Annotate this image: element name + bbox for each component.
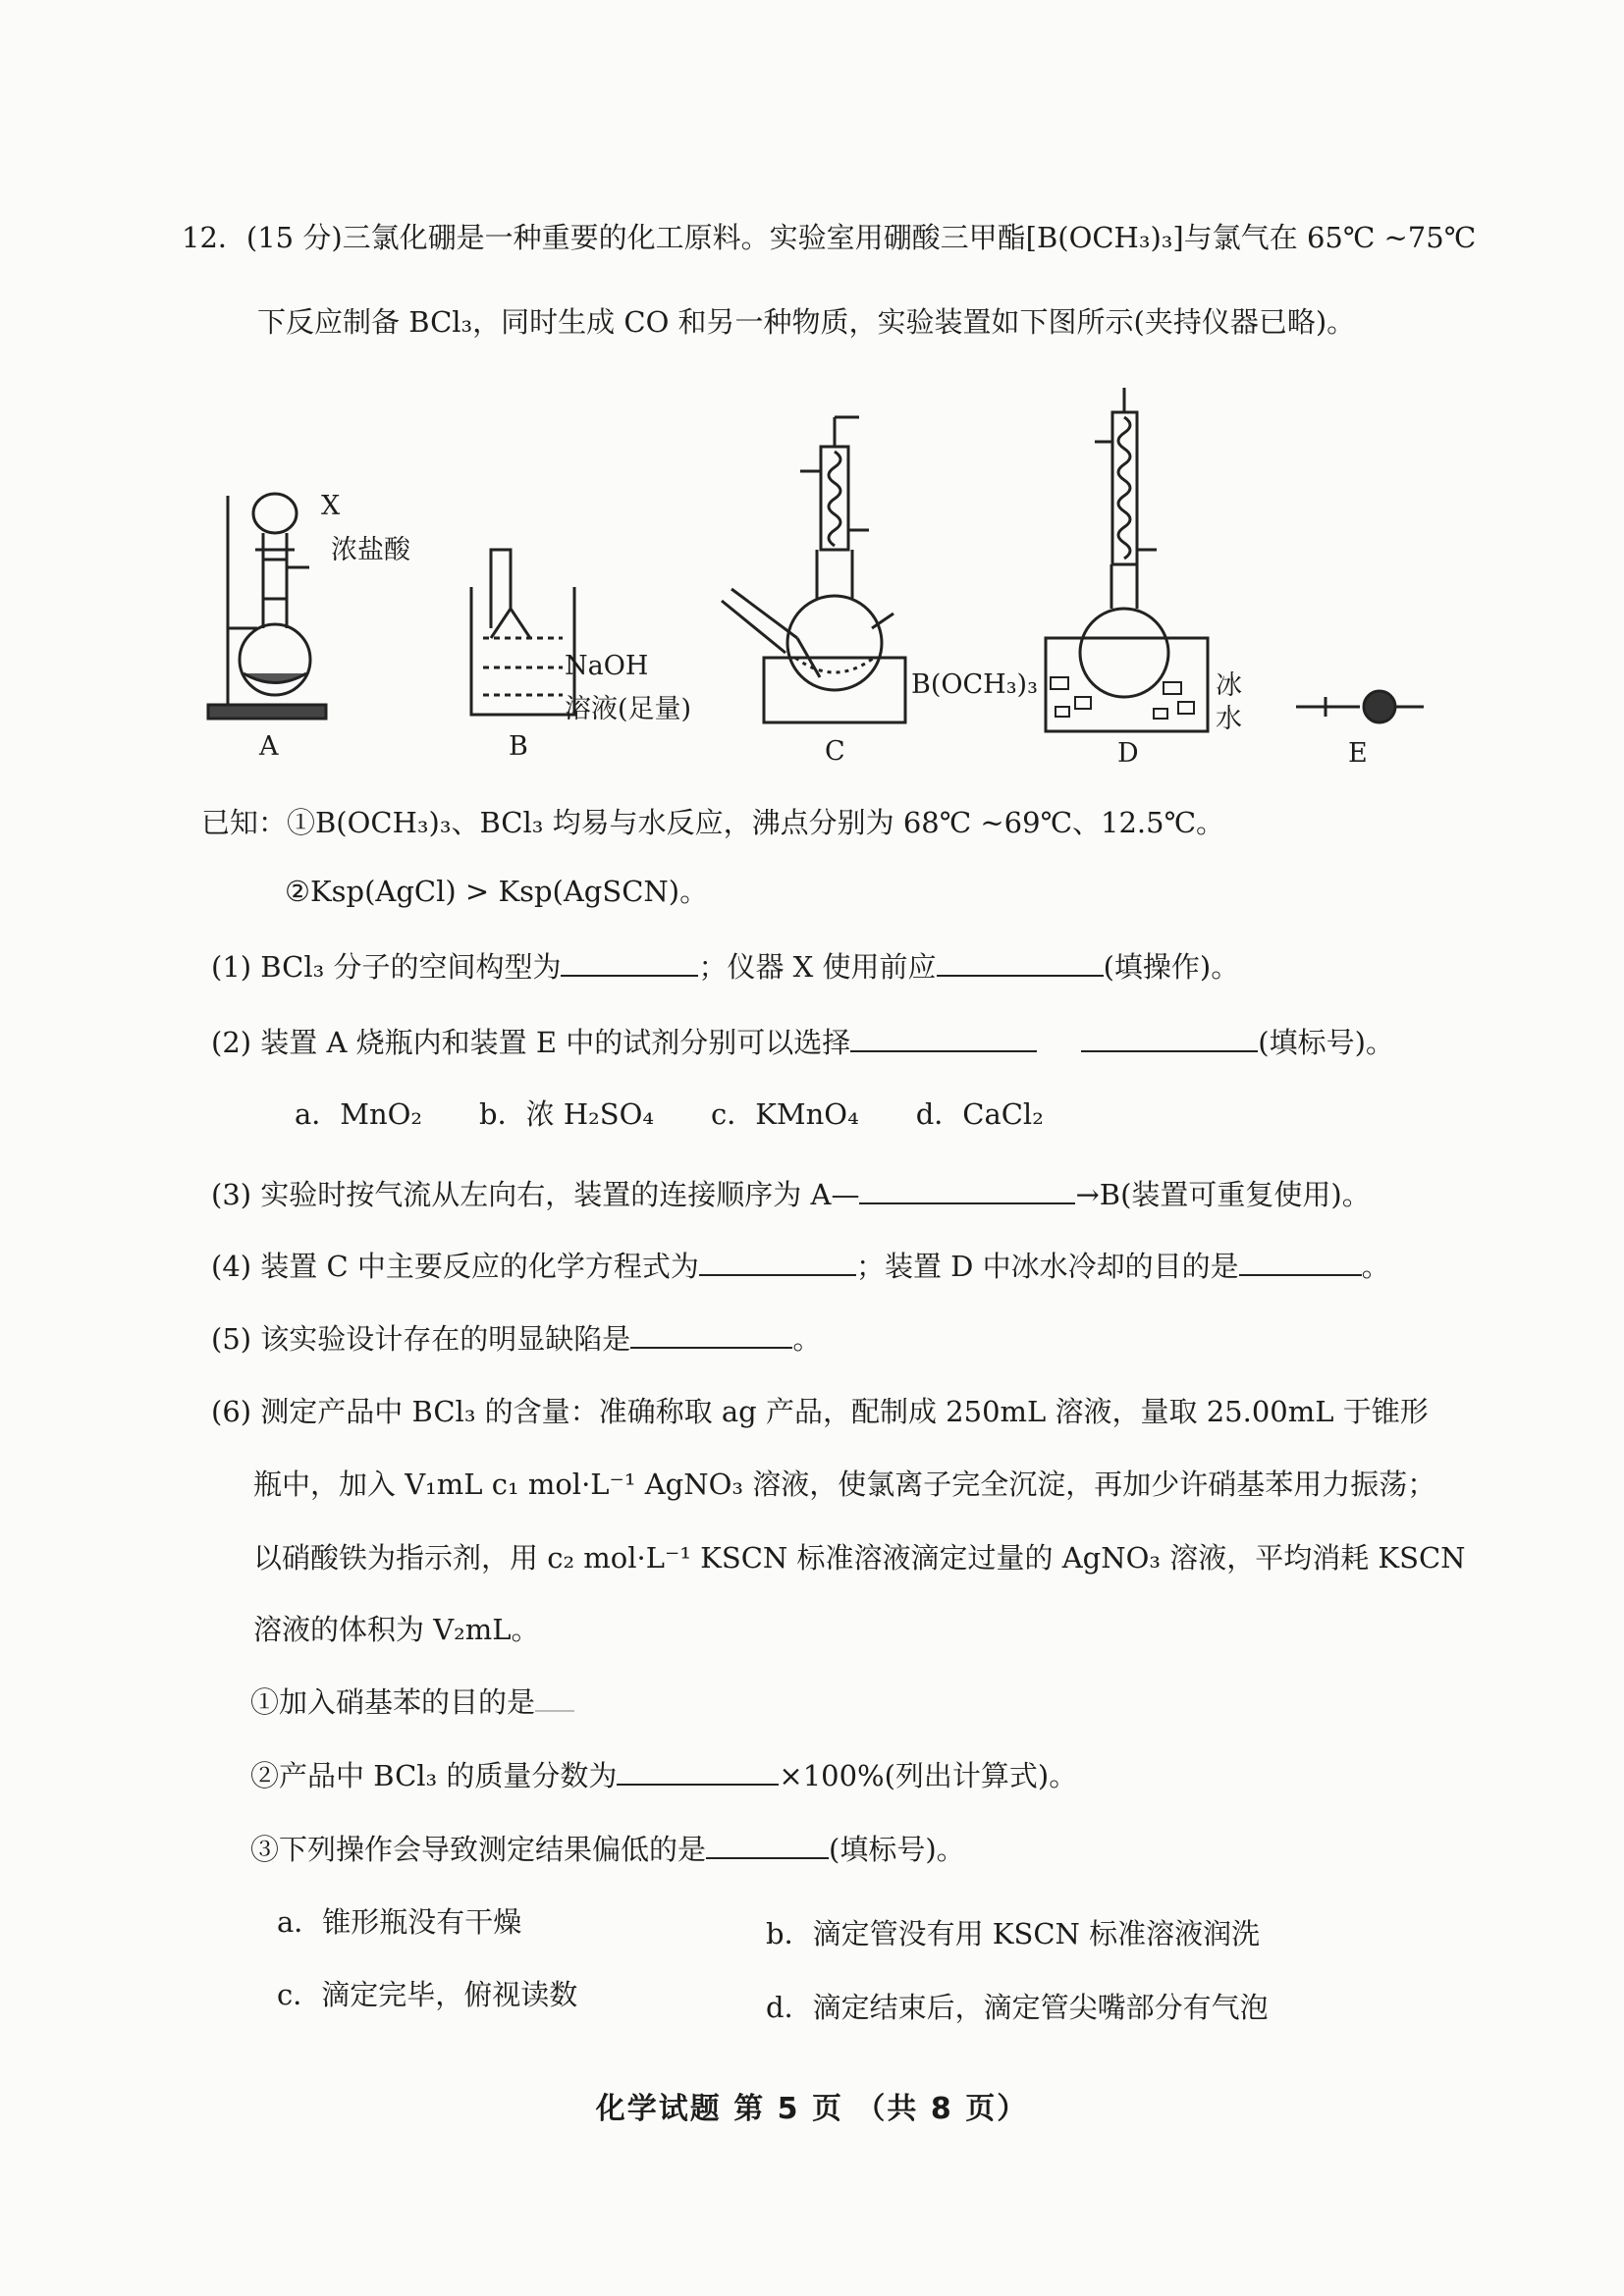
q1-blank-2[interactable] xyxy=(937,945,1104,977)
q3-text-b: →B(装置可重复使用)。 xyxy=(1075,1178,1371,1211)
question-3 xyxy=(211,1173,1371,1214)
q6-line-2: 瓶中，加入 V₁mL c₁ mol·L⁻¹ AgNO₃ 溶液，使氯离子完全沉淀，再加少许硝基苯用力振荡； xyxy=(253,1468,1436,1501)
q6-line-4: 溶液的体积为 V₂mL。 xyxy=(253,1613,540,1646)
q2-text-a: (2) 装置 A 烧瓶内和装置 E 中的试剂分别可以选择 xyxy=(211,1026,851,1059)
label-trimethyl-borate: B(OCH₃)₃ xyxy=(911,669,1038,700)
q2-options: a．MnO₂ b．浓 H₂SO₄ c．KMnO₄ d．CaCl₂ xyxy=(295,1097,1044,1131)
q6-sub3-text-a: ③下列操作会导致测定结果偏低的是 xyxy=(250,1833,707,1866)
q4-text-b: ；装置 D 中冰水冷却的目的是 xyxy=(855,1250,1239,1283)
q3-text-a: (3) 实验时按气流从左向右，装置的连接顺序为 A— xyxy=(211,1178,860,1211)
q4-blank-1[interactable] xyxy=(699,1245,856,1276)
label-x: X xyxy=(321,491,341,521)
q6-sub2-text-b: ×100%(列出计算式)。 xyxy=(779,1759,1078,1792)
caption-e: E xyxy=(1348,738,1368,769)
apparatus-drawing xyxy=(0,0,1624,785)
q6-sub-3 xyxy=(250,1828,965,1869)
q5-text-b: 。 xyxy=(792,1322,822,1356)
option-b: b．滴定管没有用 KSCN 标准溶液润洗 xyxy=(766,1917,1261,1950)
q1-blank-1[interactable] xyxy=(561,945,698,977)
q4-blank-2[interactable] xyxy=(1239,1245,1362,1276)
label-water: 水 xyxy=(1216,704,1242,734)
q1-text-b: ；仪器 X 使用前应 xyxy=(698,950,937,984)
question-4 xyxy=(211,1245,1390,1286)
q1-text-a: (1) BCl₃ 分子的空间构型为 xyxy=(211,950,562,984)
q2-blank-2[interactable] xyxy=(1081,1021,1258,1052)
question-line-1: 12．(15 分)三氯化硼是一种重要的化工原料。实验室用硼酸三甲酯[B(OCH₃)₃]与氯气在 65℃ ~75℃ xyxy=(182,221,1477,254)
q6-sub2-blank[interactable] xyxy=(617,1754,779,1786)
caption-d: D xyxy=(1117,738,1139,769)
q5-blank[interactable] xyxy=(630,1317,792,1349)
question-2 xyxy=(211,1021,1394,1062)
q6-sub-1 xyxy=(250,1681,574,1722)
q5-text-a: (5) 该实验设计存在的明显缺陷是 xyxy=(211,1322,631,1356)
label-naoh-solution: 溶液(足量) xyxy=(565,694,692,724)
q1-text-c: (填操作)。 xyxy=(1103,950,1240,984)
known-fact-1: 已知：①B(OCH₃)₃、BCl₃ 均易与水反应，沸点分别为 68℃ ~69℃、12.5℃。 xyxy=(201,806,1225,839)
label-concentrated-hcl: 浓盐酸 xyxy=(331,535,410,565)
option-d: d．滴定结束后，滴定管尖嘴部分有气泡 xyxy=(766,1991,1269,2024)
label-naoh: NaOH xyxy=(565,651,649,681)
q3-blank[interactable] xyxy=(859,1173,1075,1204)
q6-sub2-text-a: ②产品中 BCl₃ 的质量分数为 xyxy=(250,1759,618,1792)
q6-sub-2 xyxy=(250,1754,1077,1795)
q4-text-c: 。 xyxy=(1361,1250,1390,1283)
option-c: c．滴定完毕，俯视读数 xyxy=(277,1978,578,2011)
page-footer: 化学试题 第 5 页 （共 8 页） xyxy=(595,2092,1029,2126)
q6-line-3: 以硝酸铁为指示剂，用 c₂ mol·L⁻¹ KSCN 标准溶液滴定过量的 AgNO₃ 溶液，平均消耗 KSCN xyxy=(253,1541,1466,1575)
option-a: a．锥形瓶没有干燥 xyxy=(277,1905,522,1939)
q6-sub1-text: ①加入硝基苯的目的是 xyxy=(250,1685,536,1719)
q6-sub3-text-b: (填标号)。 xyxy=(829,1833,965,1866)
q6-sub1-blank[interactable] xyxy=(535,1681,574,1712)
question-1 xyxy=(211,945,1239,987)
known-fact-2: ②Ksp(AgCl) > Ksp(AgSCN)。 xyxy=(285,875,709,908)
caption-a: A xyxy=(259,731,279,762)
q6-line-1: (6) 测定产品中 BCl₃ 的含量：准确称取 ag 产品，配制成 250mL 溶液，量取 25.00mL 于锥形 xyxy=(211,1395,1429,1428)
caption-c: C xyxy=(825,736,845,767)
q4-text-a: (4) 装置 C 中主要反应的化学方程式为 xyxy=(211,1250,699,1283)
caption-b: B xyxy=(509,731,528,762)
question-line-2: 下反应制备 BCl₃，同时生成 CO 和另一种物质，实验装置如下图所示(夹持仪器已略)。 xyxy=(257,305,1356,339)
question-5 xyxy=(211,1317,821,1359)
label-ice: 冰 xyxy=(1216,670,1242,701)
q6-sub3-blank[interactable] xyxy=(706,1828,829,1859)
q2-text-c: (填标号)。 xyxy=(1258,1026,1394,1059)
q2-blank-1[interactable] xyxy=(850,1021,1037,1052)
